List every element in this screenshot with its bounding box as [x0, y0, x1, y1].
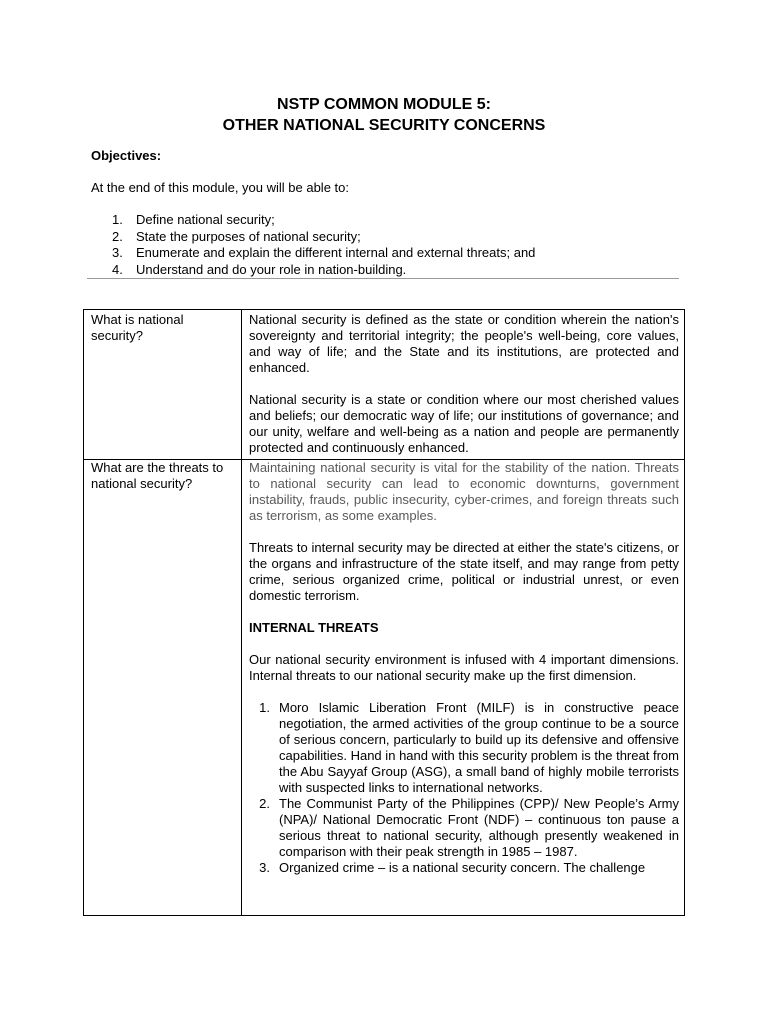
answer-paragraph: National security is a state or condition where our most cherished values and beliefs; our democratic way of life; our institutions of governance; and our unity, welfare and well-being as a nation and people are permanently protected and continuously enhanced. — [249, 392, 679, 455]
column-divider — [241, 310, 242, 915]
answer-paragraph: Threats to internal security may be directed at either the state's citizens, or the organs and infrastructure of the state itself, and may range from petty crime, serious organized crime, political or industrial unrest, or even domestic terrorism. — [249, 540, 679, 603]
objectives-list — [91, 212, 681, 278]
answer-paragraph: Our national security environment is infused with 4 important dimensions. Internal threats to our national security make up the first dimension. — [249, 652, 679, 683]
list-item: 1. Moro Islamic Liberation Front (MILF) is in constructive peace negotiation, the armed activities of the group continue to be a source of serious concern, particularly to build up its defensive and offensive capabilities. Hand in hand with this security problem is the threat from the Abu Sayyaf Group (ASG), a small band of highly mobile terrorists with suspected links to international networks. — [259, 700, 679, 795]
list-item: 4. Understand and do your role in nation-building. — [112, 261, 407, 277]
list-item: 3. Organized crime – is a national security concern. The challenge — [259, 860, 646, 875]
answer-paragraph: National security is defined as the state or condition wherein the nation's sovereignty and territorial integrity; the people's well-being, core values, and way of life; and the State and its institutions, are protected and enhanced. — [249, 312, 679, 375]
horizontal-divider — [87, 278, 679, 279]
internal-threats-heading: INTERNAL THREATS — [249, 620, 379, 635]
question-threats: What are the threats to national security? — [91, 460, 224, 491]
module-title: NSTP COMMON MODULE 5: — [277, 96, 491, 113]
threats-list — [249, 700, 679, 876]
answer-paragraph: Maintaining national security is vital for the stability of the nation. Threats to national security can lead to economic downturns, government instability, frauds, public insecurity, cyber-crimes, and foreign threats such as terrorism, as some examples. — [249, 460, 679, 523]
list-item: 2. The Communist Party of the Philippines (CPP)/ New People’s Army (NPA)/ National Democratic Front (NDF) – continuous ton pause a serious threat to national security, although presently weakened in comparison with their peak strength in 1985 – 1987. — [259, 796, 679, 859]
objectives-heading: Objectives: — [91, 148, 162, 163]
answer-national-security — [249, 312, 679, 456]
list-item: 2. State the purposes of national security; — [112, 228, 361, 244]
list-item: 1. Define national security; — [112, 212, 275, 227]
qa-table — [83, 309, 685, 916]
list-item: 3. Enumerate and explain the different internal and external threats; and — [112, 245, 536, 260]
module-subtitle: OTHER NATIONAL SECURITY CONCERNS — [222, 117, 546, 134]
question-national-security: What is national security? — [91, 312, 184, 343]
objectives-intro: At the end of this module, you will be able to: — [91, 180, 349, 195]
answer-threats — [249, 460, 679, 876]
